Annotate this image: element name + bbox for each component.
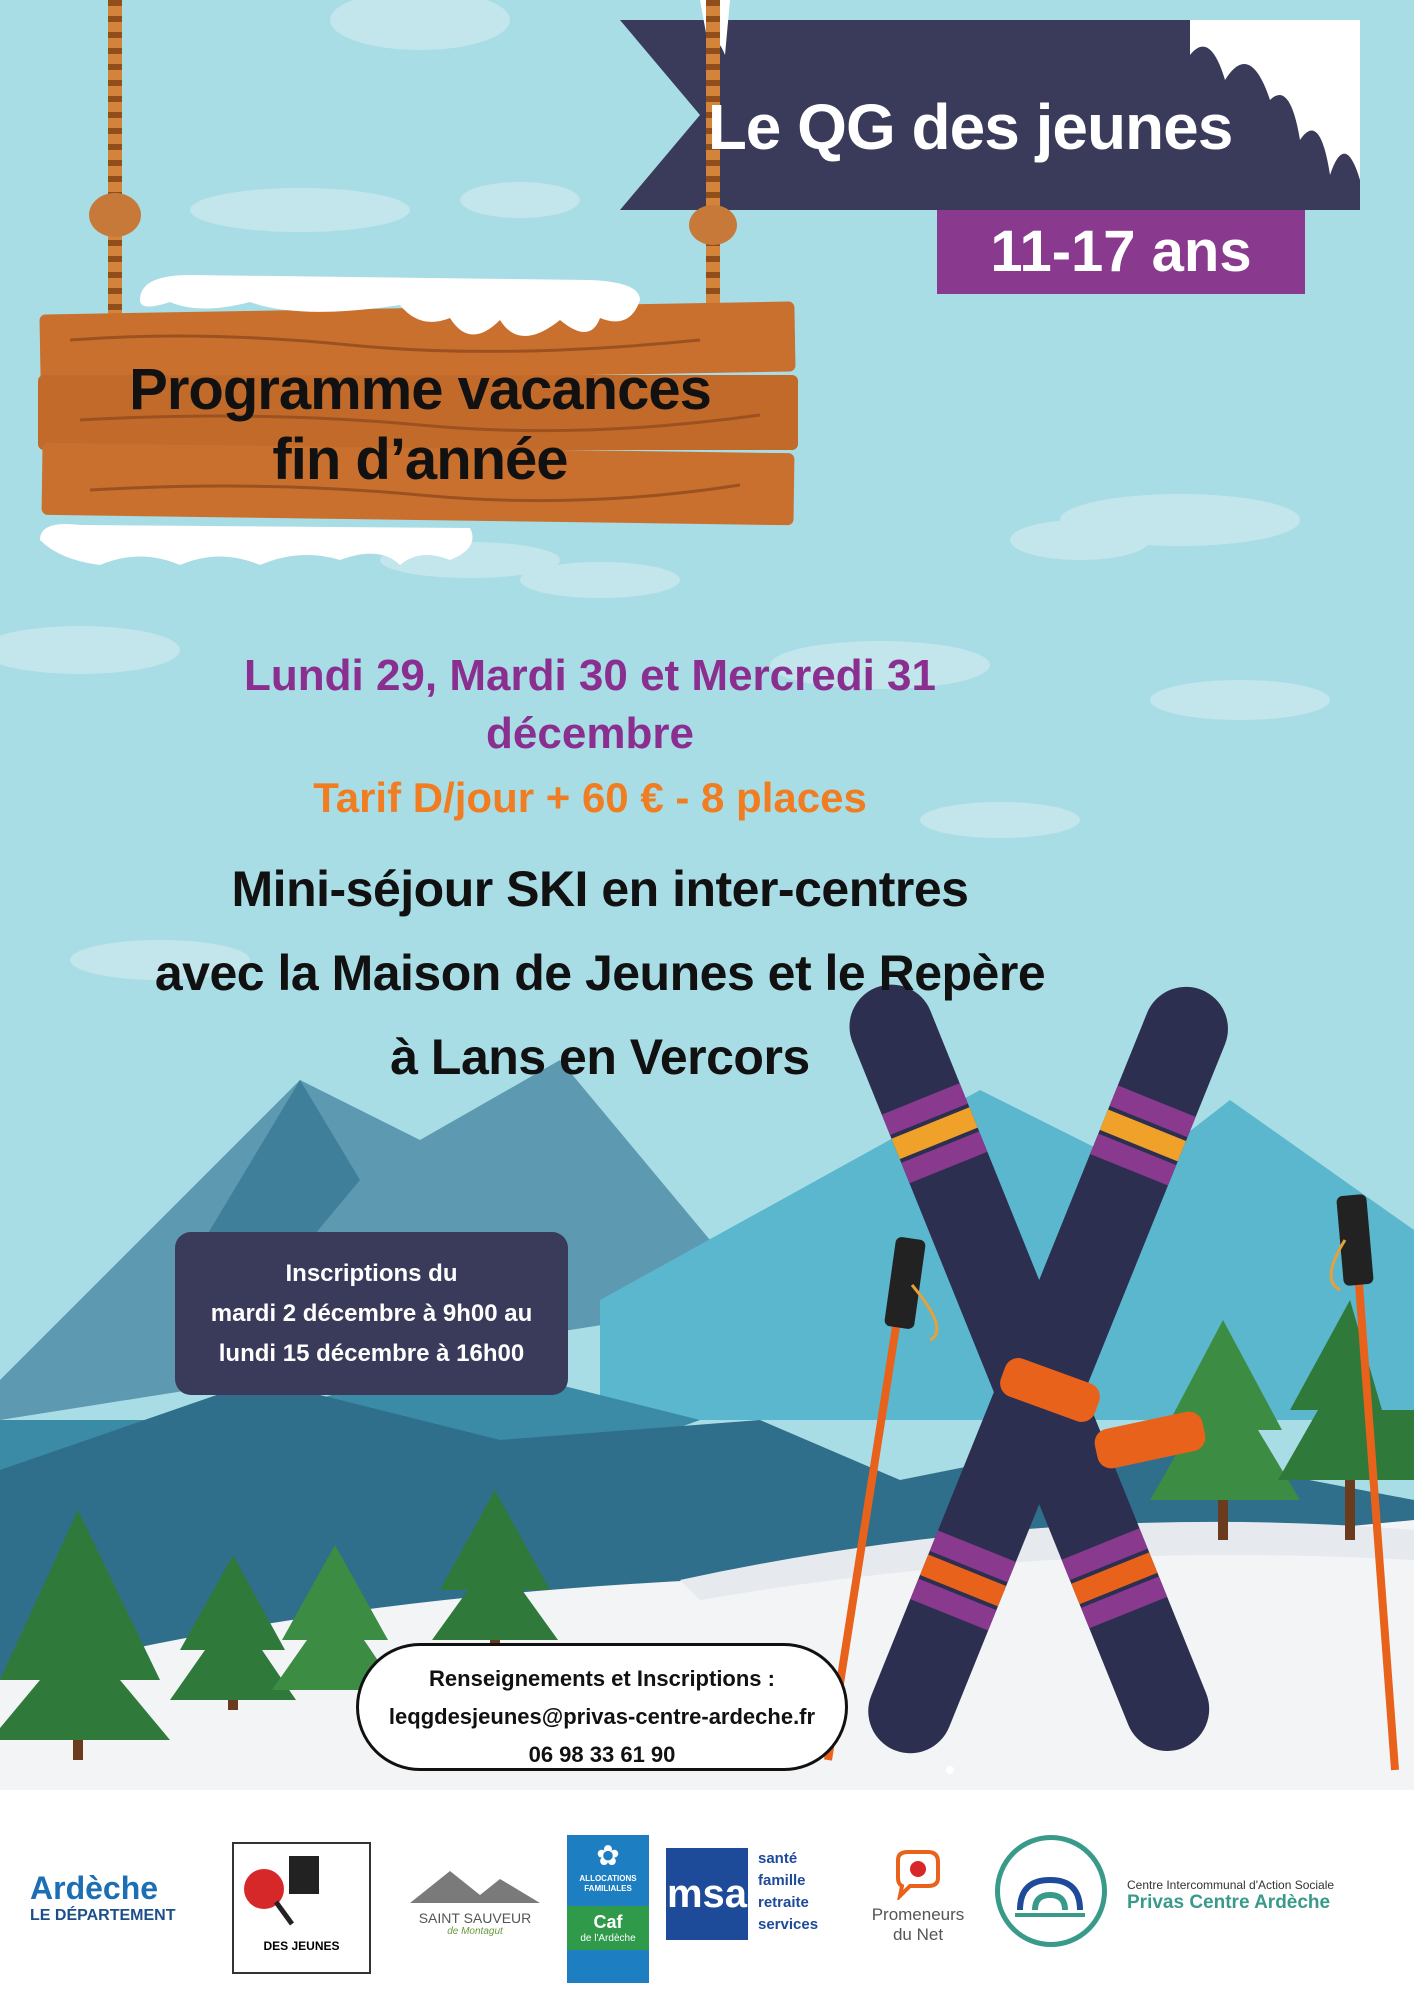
inscriptions-box (175, 1232, 568, 1395)
event-description (80, 847, 1120, 1099)
event-line-1: Mini-séjour SKI en inter-centres (231, 861, 969, 917)
sign-text (40, 355, 800, 495)
cias-logo-text: Centre Intercommunal d'Action Sociale Privas Centre Ardèche (1127, 1878, 1335, 1913)
event-line-3: à Lans en Vercors (390, 1029, 810, 1085)
promeneurs-du-net-logo: Promeneurs du Net (858, 1850, 978, 1945)
qg-des-jeunes-logo: DES JEUNES (232, 1842, 371, 1974)
partner-logos-footer (0, 1790, 1414, 2000)
contact-email[interactable]: leqgdesjeunes@privas-centre-ardeche.fr (388, 1704, 816, 1729)
ardeche-logo: Ardèche LE DÉPARTEMENT (30, 1870, 176, 1924)
event-price: Tarif D/jour + 60 € - 8 places (313, 774, 867, 821)
inscriptions-line-2: mardi 2 décembre à 9h00 au (210, 1300, 533, 1327)
contact-phone[interactable]: 06 98 33 61 90 (528, 1742, 676, 1767)
page-title: Le QG des jeunes (707, 91, 1233, 163)
caf-logo: ✿ ALLOCATIONS FAMILIALES Caf de l'Ardèche (567, 1835, 649, 1983)
event-dates (140, 647, 1040, 763)
sign-line-1: Programme vacances (129, 357, 711, 422)
caf-family-icon: ✿ (596, 1840, 620, 1871)
inscriptions-line-1: Inscriptions du (285, 1260, 458, 1287)
sign-line-2: fin d’année (272, 427, 568, 492)
msa-logo: msa santé famille retraite services (666, 1848, 846, 1944)
age-range-badge: 11-17 ans (937, 210, 1305, 294)
inscriptions-line-3: lundi 15 décembre à 16h00 (218, 1340, 525, 1367)
contact-box (356, 1643, 848, 1771)
mountain-icon (400, 1865, 550, 1905)
event-line-2: avec la Maison de Jeunes et le Repère (154, 945, 1046, 1001)
ping-pong-icon (234, 1844, 369, 1934)
saint-sauveur-logo: SAINT SAUVEUR de Montagut (400, 1865, 550, 1937)
event-dates-line-1: Lundi 29, Mardi 30 et Mercredi 31 (243, 651, 936, 700)
speech-bubbles-icon (888, 1850, 948, 1900)
cias-arches-icon (1000, 1840, 1102, 1942)
event-dates-line-2: décembre (486, 709, 694, 758)
cias-emblem-icon (995, 1835, 1107, 1947)
contact-label: Renseignements et Inscriptions : (429, 1666, 775, 1691)
